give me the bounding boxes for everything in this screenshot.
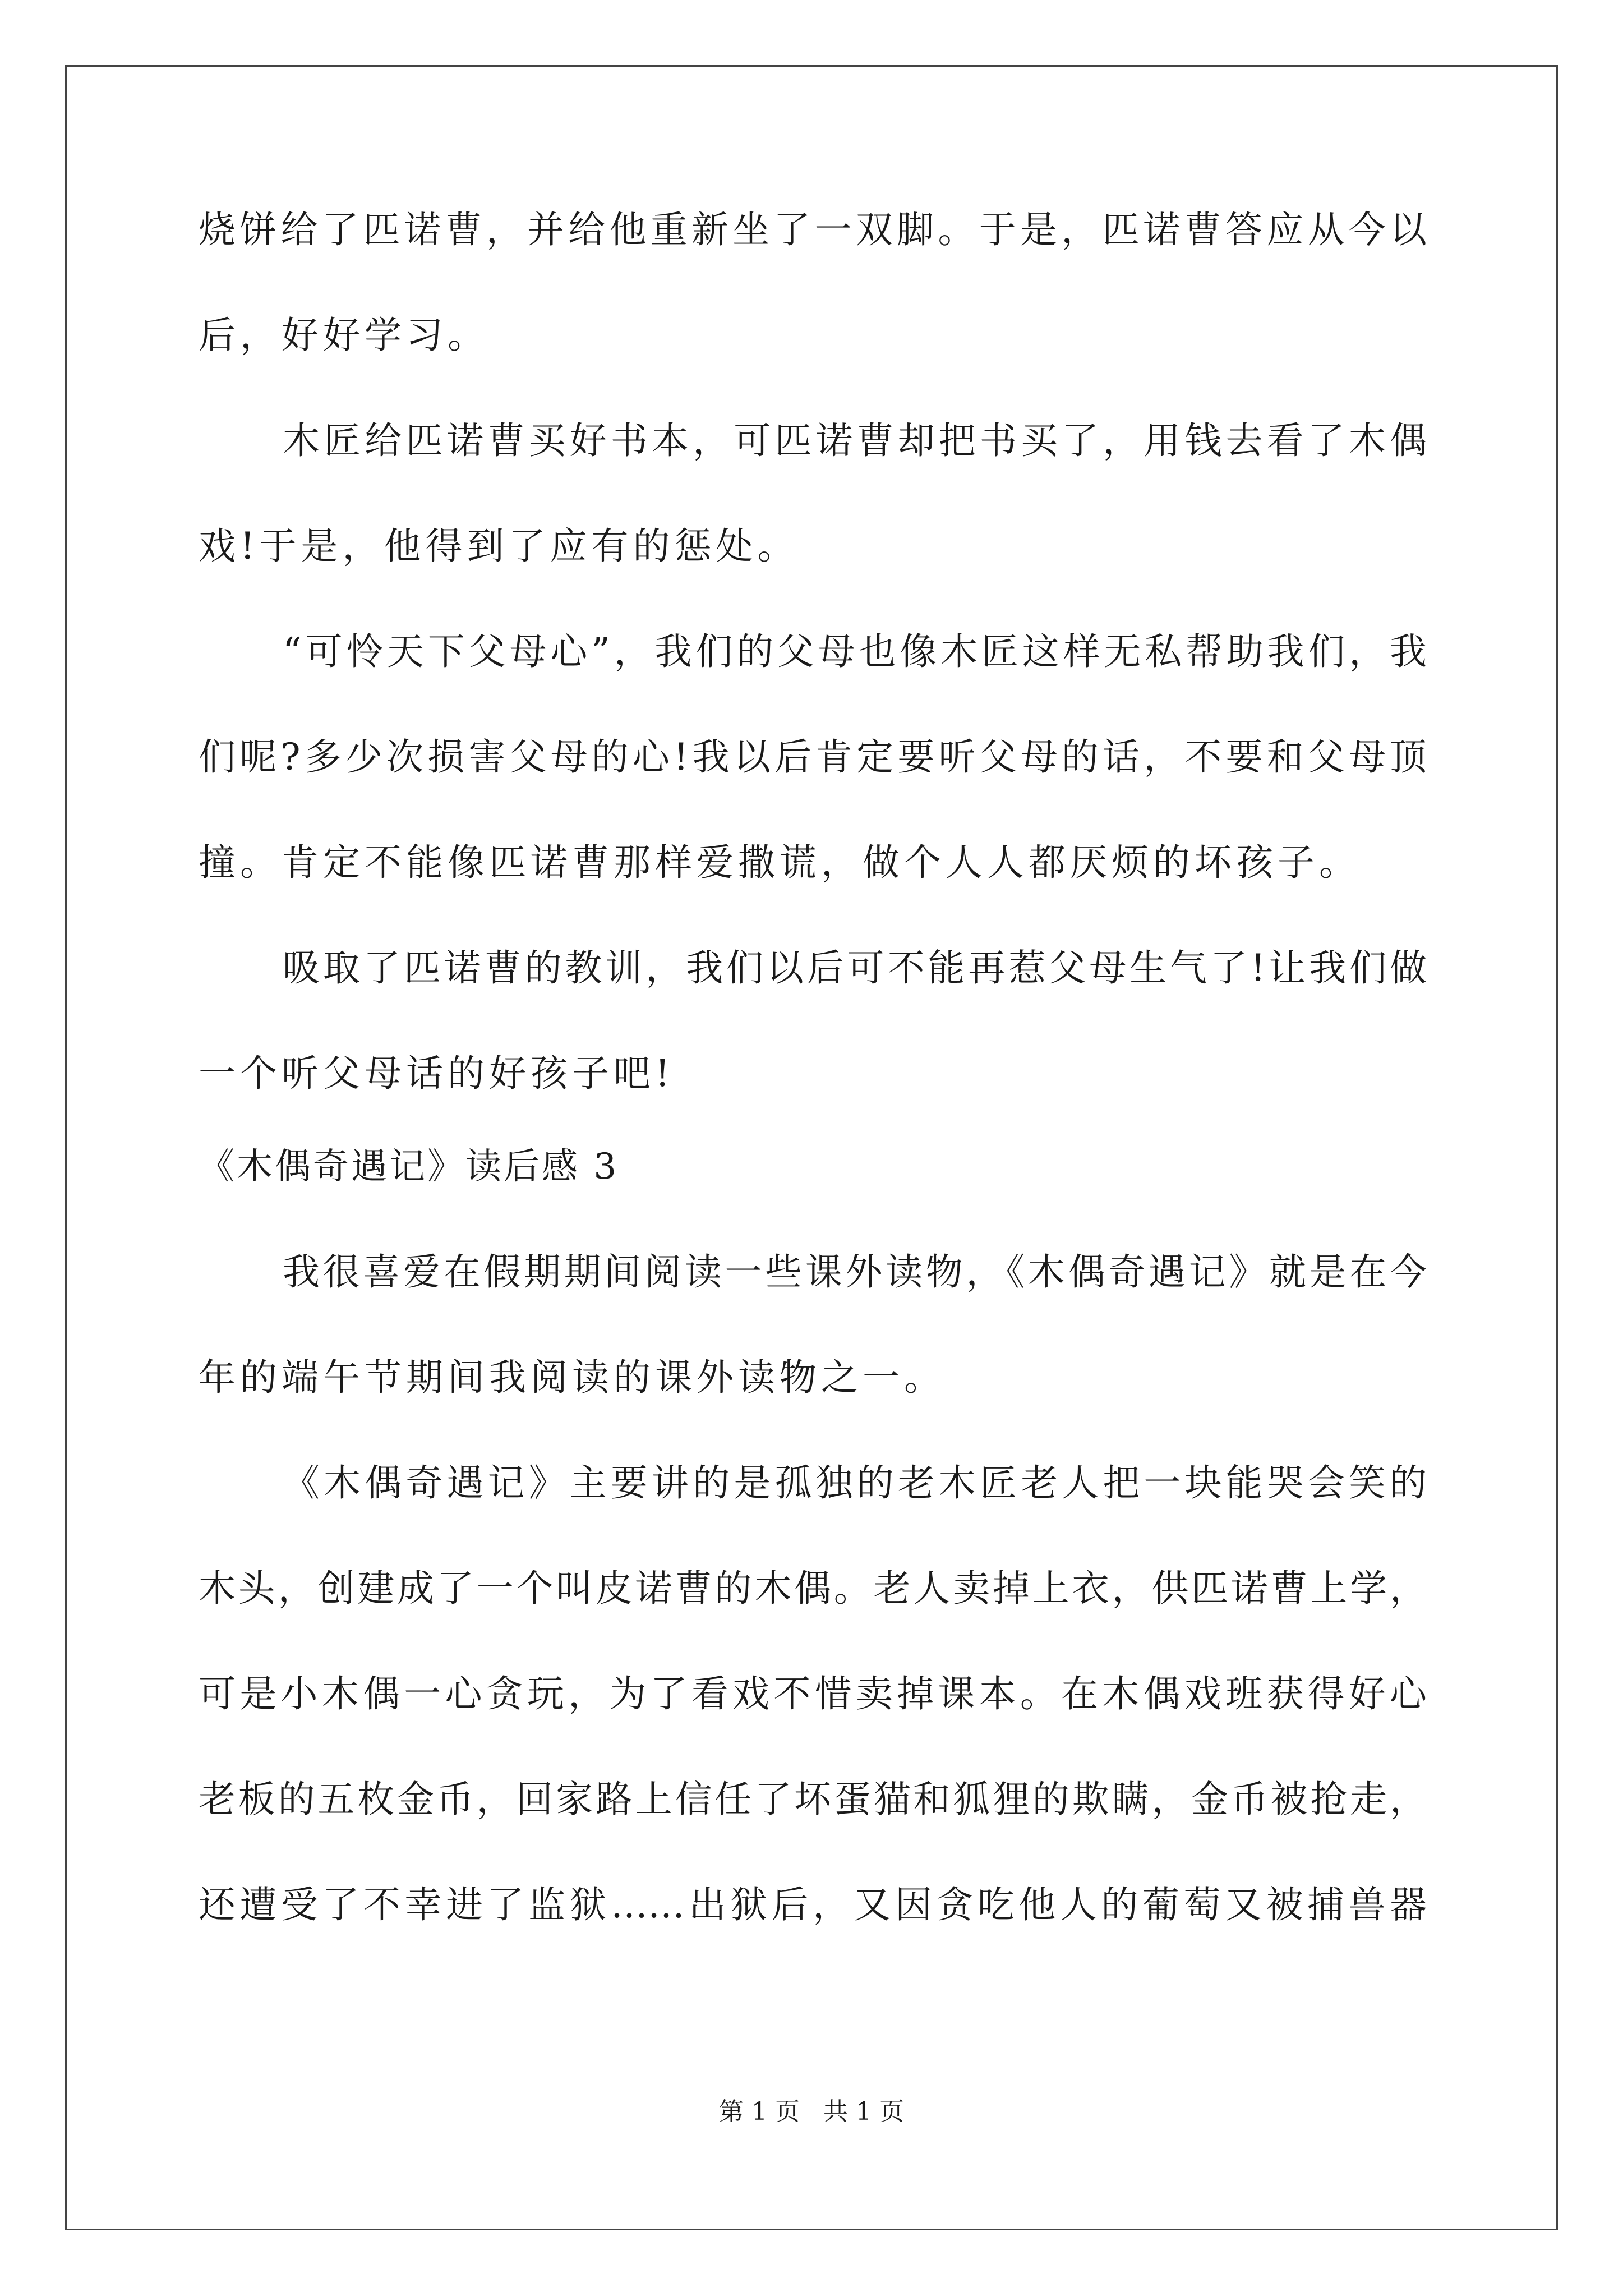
text-line: 年的端午节期间我阅读的课外读物之一。 bbox=[199, 1356, 946, 1399]
section-heading: 《木偶奇遇记》读后感 3 bbox=[199, 1146, 619, 1188]
text-line: 吸取了匹诺曹的教训，我们以后可不能再惹父母生气了!让我们做 bbox=[283, 946, 1427, 990]
text-line: 戏!于是，他得到了应有的惩处。 bbox=[199, 524, 799, 568]
text-line: 《木偶奇遇记》主要讲的是孤独的老木匠老人把一块能哭会笑的 bbox=[283, 1461, 1427, 1504]
text-line: 可是小木偶一心贪玩，为了看戏不惜卖掉课本。在木偶戏班获得好心 bbox=[199, 1672, 1427, 1715]
page-number: 第 1 页 bbox=[719, 2097, 800, 2126]
text-line: 木头，创建成了一个叫皮诺曹的木偶。老人卖掉上衣，供匹诺曹上学， bbox=[199, 1567, 1427, 1610]
text-line: 烧饼给了匹诺曹，并给他重新坐了一双脚。于是，匹诺曹答应从今以 bbox=[199, 208, 1427, 251]
page-footer bbox=[0, 2095, 1623, 2129]
text-line: 还遭受了不幸进了监狱……出狱后，又因贪吃他人的葡萄又被捕兽器 bbox=[199, 1883, 1427, 1926]
text-line: 后，好好学习。 bbox=[199, 314, 489, 357]
text-line: “可怜天下父母心”，我们的父母也像木匠这样无私帮助我们，我 bbox=[283, 630, 1427, 673]
text-line: 们呢?多少次损害父母的心!我以后肯定要听父母的话，不要和父母顶 bbox=[199, 735, 1427, 779]
text-line: 一个听父母话的好孩子吧! bbox=[199, 1052, 675, 1095]
text-line: 老板的五枚金币，回家路上信任了坏蛋猫和狐狸的欺瞒，金币被抢走， bbox=[199, 1778, 1427, 1821]
text-line: 木匠给匹诺曹买好书本，可匹诺曹却把书买了，用钱去看了木偶 bbox=[283, 419, 1427, 462]
page-total: 共 1 页 bbox=[823, 2097, 904, 2126]
text-line: 我很喜爱在假期期间阅读一些课外读物，《木偶奇遇记》就是在今 bbox=[283, 1250, 1427, 1294]
text-line: 撞。肯定不能像匹诺曹那样爱撒谎，做个人人都厌烦的坏孩子。 bbox=[199, 841, 1361, 884]
